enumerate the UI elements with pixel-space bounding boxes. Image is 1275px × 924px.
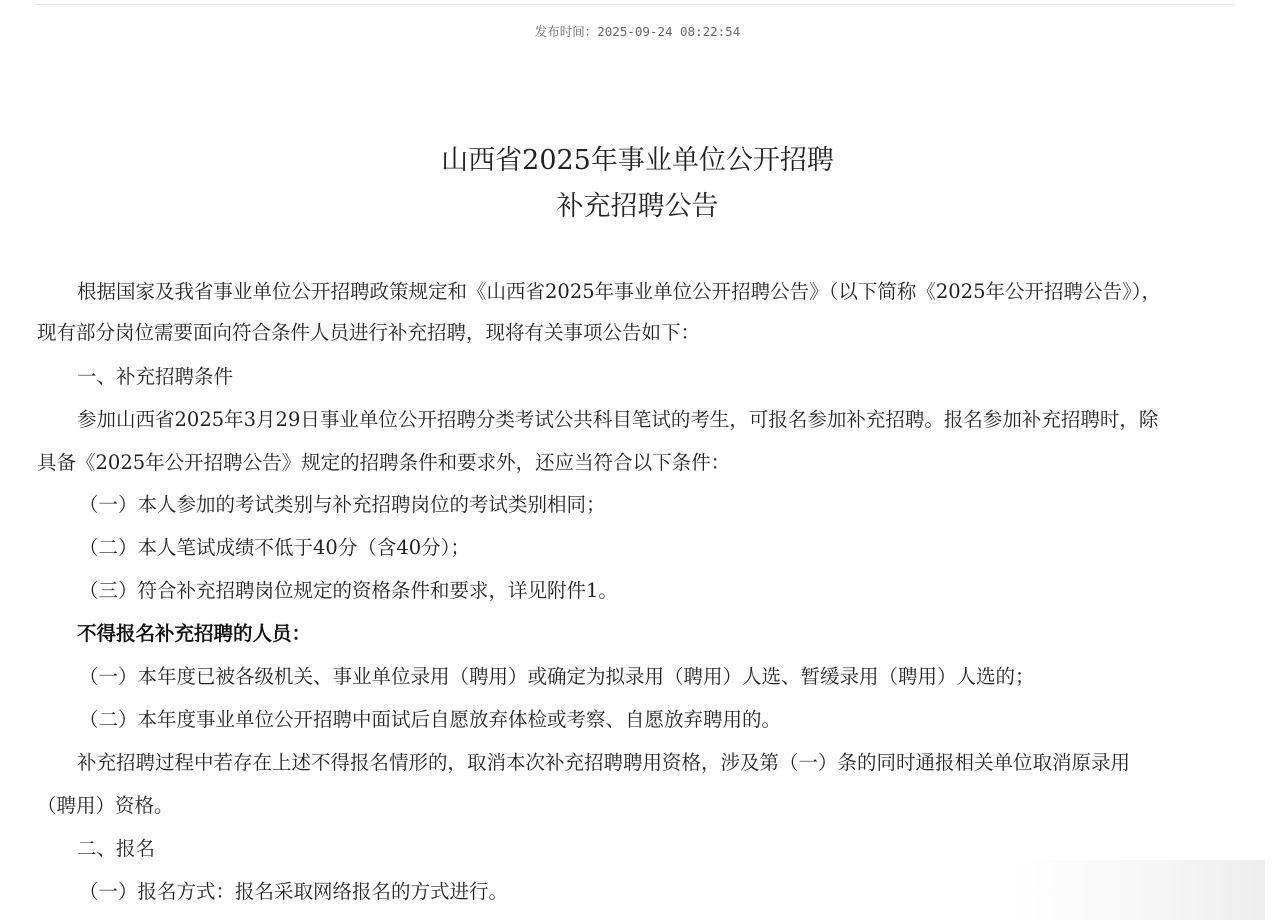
section-2-heading: 二、报名 (77, 837, 156, 860)
watermark-overlay (1010, 860, 1265, 920)
publish-time-value: 2025-09-24 08:22:54 (597, 24, 741, 39)
intro-paragraph-line-2: 现有部分岗位需要面向符合条件人员进行补充招聘，现将有关事项公告如下： (37, 321, 701, 344)
intro-paragraph-line-1: 根据国家及我省事业单位公开招聘政策规定和《山西省2025年事业单位公开招聘公告》（以下简称《2025年公开招聘公告》）， (77, 280, 1162, 303)
excluded-item-1: （一）本年度已被各级机关、事业单位录用（聘用）或确定为拟录用（聘用）人选、暂缓录用（聘用）人选的； (79, 665, 1035, 688)
page-title-line-1: 山西省2025年事业单位公开招聘 (441, 145, 834, 176)
condition-item-1: （一）本人参加的考试类别与补充招聘岗位的考试类别相同； (79, 493, 606, 516)
registration-method: （一）报名方式：报名采取网络报名的方式进行。 (79, 880, 509, 903)
note-paragraph-line-1: 补充招聘过程中若存在上述不得报名情形的，取消本次补充招聘聘用资格，涉及第（一）条的同时通报相关单位取消原录用 (77, 751, 1131, 774)
note-paragraph-line-2: （聘用）资格。 (37, 794, 174, 817)
top-divider (34, 4, 1234, 5)
section-1-paragraph-line-2: 具备《2025年公开招聘公告》规定的招聘条件和要求外，还应当符合以下条件： (37, 451, 731, 474)
section-1-heading: 一、补充招聘条件 (77, 365, 234, 388)
section-1-paragraph-line-1: 参加山西省2025年3月29日事业单位公开招聘分类考试公共科目笔试的考生，可报名参加补充招聘。报名参加补充招聘时，除 (77, 408, 1159, 431)
excluded-heading: 不得报名补充招聘的人员： (77, 622, 312, 645)
condition-item-3: （三）符合补充招聘岗位规定的资格条件和要求，详见附件1。 (79, 579, 618, 602)
publish-time (0, 22, 1275, 40)
page-title-line-2: 补充招聘公告 (556, 191, 719, 222)
excluded-item-2: （二）本年度事业单位公开招聘中面试后自愿放弃体检或考察、自愿放弃聘用的。 (79, 708, 782, 731)
publish-time-label: 发布时间： (534, 24, 598, 39)
condition-item-2: （二）本人笔试成绩不低于40分（含40分）； (79, 536, 470, 559)
